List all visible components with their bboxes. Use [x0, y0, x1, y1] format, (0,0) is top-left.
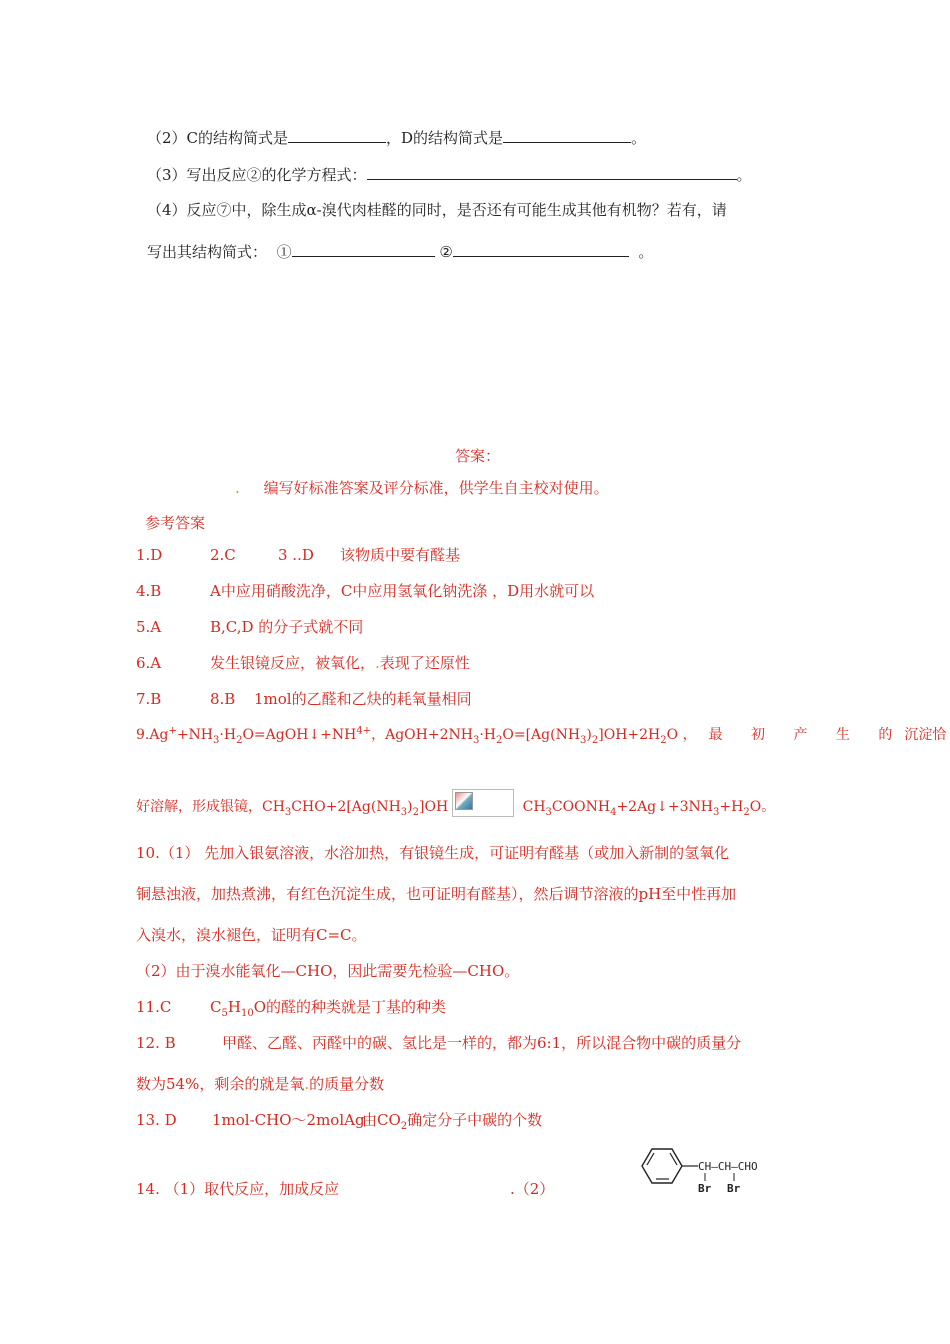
answer-10-line2: 铜悬浊液，加热煮沸，有红色沉淀生成，也可证明有醛基），然后调节溶液的pH至中性再加	[136, 885, 737, 903]
br-label-1: Br	[698, 1182, 712, 1195]
answer-12-line1: 12. B 甲醛、乙醛、丙醛中的碳、氢比是一样的，都为6:1，所以混合物中碳的质量分	[136, 1034, 742, 1052]
answer-10-line3: 入溴水，溴水褪色，证明有C=C。	[136, 926, 367, 944]
answer-5: 5.A B,C,D 的分子式就不同	[136, 618, 364, 636]
blank-c[interactable]	[288, 127, 386, 143]
answer-12-line2: 数为54%，剩余的就是氧.的质量分数	[136, 1075, 385, 1093]
answer-13: 13. D 1mol-CHO～2molAg 由$CO_2$确定分子中碳的个数	[136, 1111, 543, 1132]
blank-2[interactable]	[453, 241, 629, 257]
answer-6: 6.A 发生银镜反应，被氧化，.表现了还原性	[136, 654, 470, 672]
answer-9-line2: 好溶解，形成银镜，$CH_3CHO+2[Ag(NH_3)_2]OH$ $CH_3COONH_4+2Ag↓+3NH_3+H_2O$。	[136, 789, 775, 817]
answer-7-8: 7.B 8.B 1mol的乙醛和乙炔的耗氧量相同	[136, 690, 472, 708]
answer-note: . 编写好标准答案及评分标准，供学生自主校对使用。	[235, 479, 609, 497]
answer-14: 14. （1）取代反应，加成反应 .（2）	[136, 1180, 555, 1198]
broken-image-icon	[452, 789, 514, 817]
question-2: （2）C的结构简式是 ，D的结构简式是 。	[147, 129, 647, 147]
answer-10-line4: （2）由于溴水能氧化—CHO，因此需要先检验—CHO。	[136, 962, 520, 980]
benzene-ring	[642, 1149, 682, 1183]
blank-equation[interactable]	[367, 164, 737, 180]
chain-text: CH—CH—CHO	[698, 1160, 758, 1173]
answer-1-3: 1.D 2.C 3 ..D 该物质中要有醛基	[136, 546, 461, 564]
answer-heading: 答案：	[455, 447, 501, 465]
answer-4: 4.B A中应用硝酸洗净，C中应用氢氧化钠洗涤 ，D用水就可以	[136, 582, 595, 600]
question-3: （3）写出反应②的化学方程式： 。	[147, 166, 752, 184]
blank-d[interactable]	[503, 127, 631, 143]
answer-10-line1: 10.（1） 先加入银氨溶液，水浴加热，有银镜生成，可证明有醛基（或加入新制的氢氧化	[136, 844, 730, 862]
reference-answers-title: 参考答案	[145, 514, 206, 532]
br-label-2: Br	[727, 1182, 741, 1195]
question-4-line2: 写出其结构简式： ① ② 。	[147, 243, 654, 261]
answer-9-line1: $9.Ag^++NH_3\cdot H_2O=AgOH↓+NH^{4+}$，$AgOH+2NH_3\cdot H_2O=[Ag(NH_3)_2]OH+2H_2O$ ，最 初 产 生 的沉淀恰	[136, 725, 947, 746]
question-4-line1: （4）反应⑦中，除生成α-溴代肉桂醛的同时，是否还有可能生成其他有机物？若有，请	[147, 201, 727, 219]
structural-formula	[632, 1145, 782, 1195]
answer-11: 11.C $C_5H_{10}O$的醛的种类就是丁基的种类	[136, 998, 446, 1019]
blank-1[interactable]	[292, 241, 435, 257]
